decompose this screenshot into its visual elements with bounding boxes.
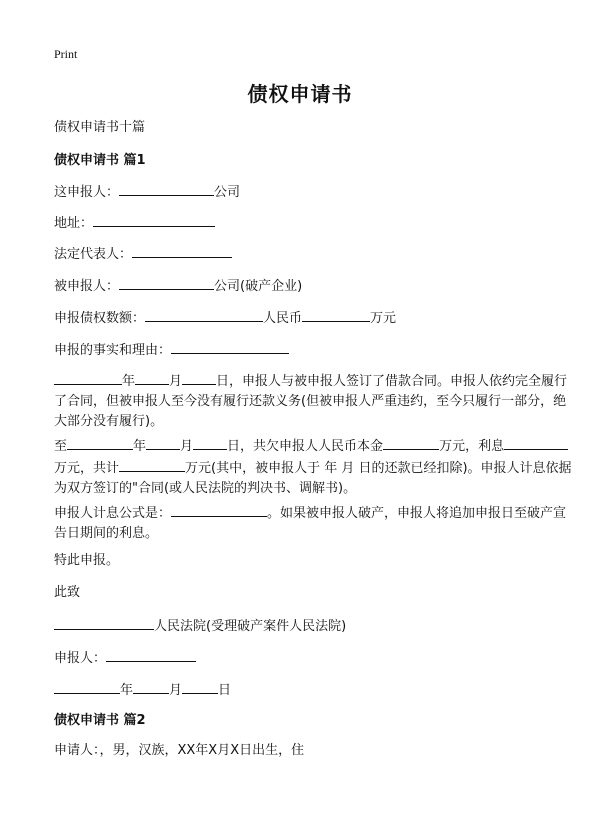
paragraph-3 — [54, 502, 574, 544]
wan-yuan-label: 万元 — [370, 311, 397, 326]
facts-label: 申报的事实和理由： — [54, 343, 172, 358]
address-blank — [93, 212, 215, 227]
p2-year: 年 — [133, 439, 147, 454]
claim-amount-blank — [145, 307, 263, 322]
facts-blank — [171, 339, 289, 354]
print-link[interactable]: Print — [54, 47, 78, 61]
p2-month-blank — [146, 435, 180, 450]
p2-month: 月 — [180, 439, 194, 454]
special-declaration: 特此申报。 — [54, 553, 120, 568]
claim-amount-label: 申报债权数额： — [54, 311, 146, 326]
signer-label: 申报人： — [54, 651, 107, 666]
page-title: 债权申请书 — [247, 82, 353, 106]
signer-blank — [106, 647, 196, 662]
p2-year-blank — [67, 435, 133, 450]
p1-month-blank — [135, 370, 169, 385]
respondent-label: 被申报人： — [54, 279, 120, 294]
p2-principal-blank — [383, 435, 439, 450]
respondent-suffix: 公司(破产企业) — [214, 279, 303, 294]
p1-year-blank — [54, 370, 122, 385]
p1-month: 月 — [169, 374, 183, 389]
p3-label: 申报人计息公式是： — [54, 506, 172, 521]
section1-heading: 债权申请书 篇1 — [54, 153, 146, 168]
section2-first-line: 申请人：，男，汉族，XX年X月X日出生，住 — [54, 743, 305, 758]
signer-line — [54, 647, 574, 669]
claim-amount-line — [54, 307, 574, 329]
section2-heading: 债权申请书 篇2 — [54, 713, 146, 728]
p2-text-1: 日，共欠申报人人民币本金 — [227, 439, 384, 454]
court-blank — [54, 615, 154, 630]
company-suffix: 公司 — [214, 185, 241, 200]
p2-text-2: 万元，利息 — [439, 439, 505, 454]
rmb-label: 人民币 — [263, 311, 303, 326]
paragraph-2 — [54, 435, 574, 499]
rmb-blank — [302, 307, 370, 322]
p2-to: 至 — [54, 439, 68, 454]
p1-year: 年 — [122, 374, 136, 389]
p2-text-3: 万元，共计 — [54, 461, 120, 476]
p2-text-4: 万元(其中，被申报人于 年 月 日的还款已经扣除)。申报人计息依据为双方签订的"合同(或人民法院的判决书、调解书)。 — [54, 461, 572, 496]
legal-rep-label: 法定代表人： — [54, 247, 133, 262]
p2-interest-blank — [504, 435, 568, 450]
facts-line — [54, 339, 574, 361]
applicant-line — [54, 181, 574, 203]
applicant-label: 这申报人： — [54, 185, 120, 200]
p1-text: 日，申报人与被申报人签订了借款合同。申报人依约完全履行了合同，但被申报人至今没有履行还款义务(但被申报人严重违约，至今只履行一部分，绝大部分没有履行)。 — [54, 374, 568, 429]
date-month: 月 — [169, 683, 183, 698]
p2-day-blank — [193, 435, 227, 450]
date-year: 年 — [120, 683, 134, 698]
respondent-line — [54, 275, 574, 297]
p3-text: 。如果被申报人破产，申报人将追加申报日至破产宣告日期间的利息。 — [54, 506, 567, 541]
paragraph-1 — [54, 370, 574, 432]
court-line — [54, 615, 574, 637]
p1-day-blank — [182, 370, 216, 385]
legal-rep-line — [54, 243, 574, 265]
address-line — [54, 212, 574, 234]
date-year-blank — [54, 679, 120, 694]
court-suffix: 人民法院(受理破产案件人民法院) — [154, 619, 347, 634]
date-month-blank — [133, 679, 169, 694]
applicant-blank — [119, 181, 214, 196]
legal-rep-blank — [132, 243, 232, 258]
address-label: 地址： — [54, 216, 94, 231]
date-day-blank — [182, 679, 218, 694]
p2-total-blank — [119, 457, 185, 472]
respondent-blank — [119, 275, 214, 290]
p3-formula-blank — [171, 502, 267, 517]
to-recipient: 此致 — [54, 585, 81, 600]
subtitle: 债权申请书十篇 — [54, 120, 146, 135]
date-line — [54, 679, 574, 701]
date-day: 日 — [218, 683, 232, 698]
